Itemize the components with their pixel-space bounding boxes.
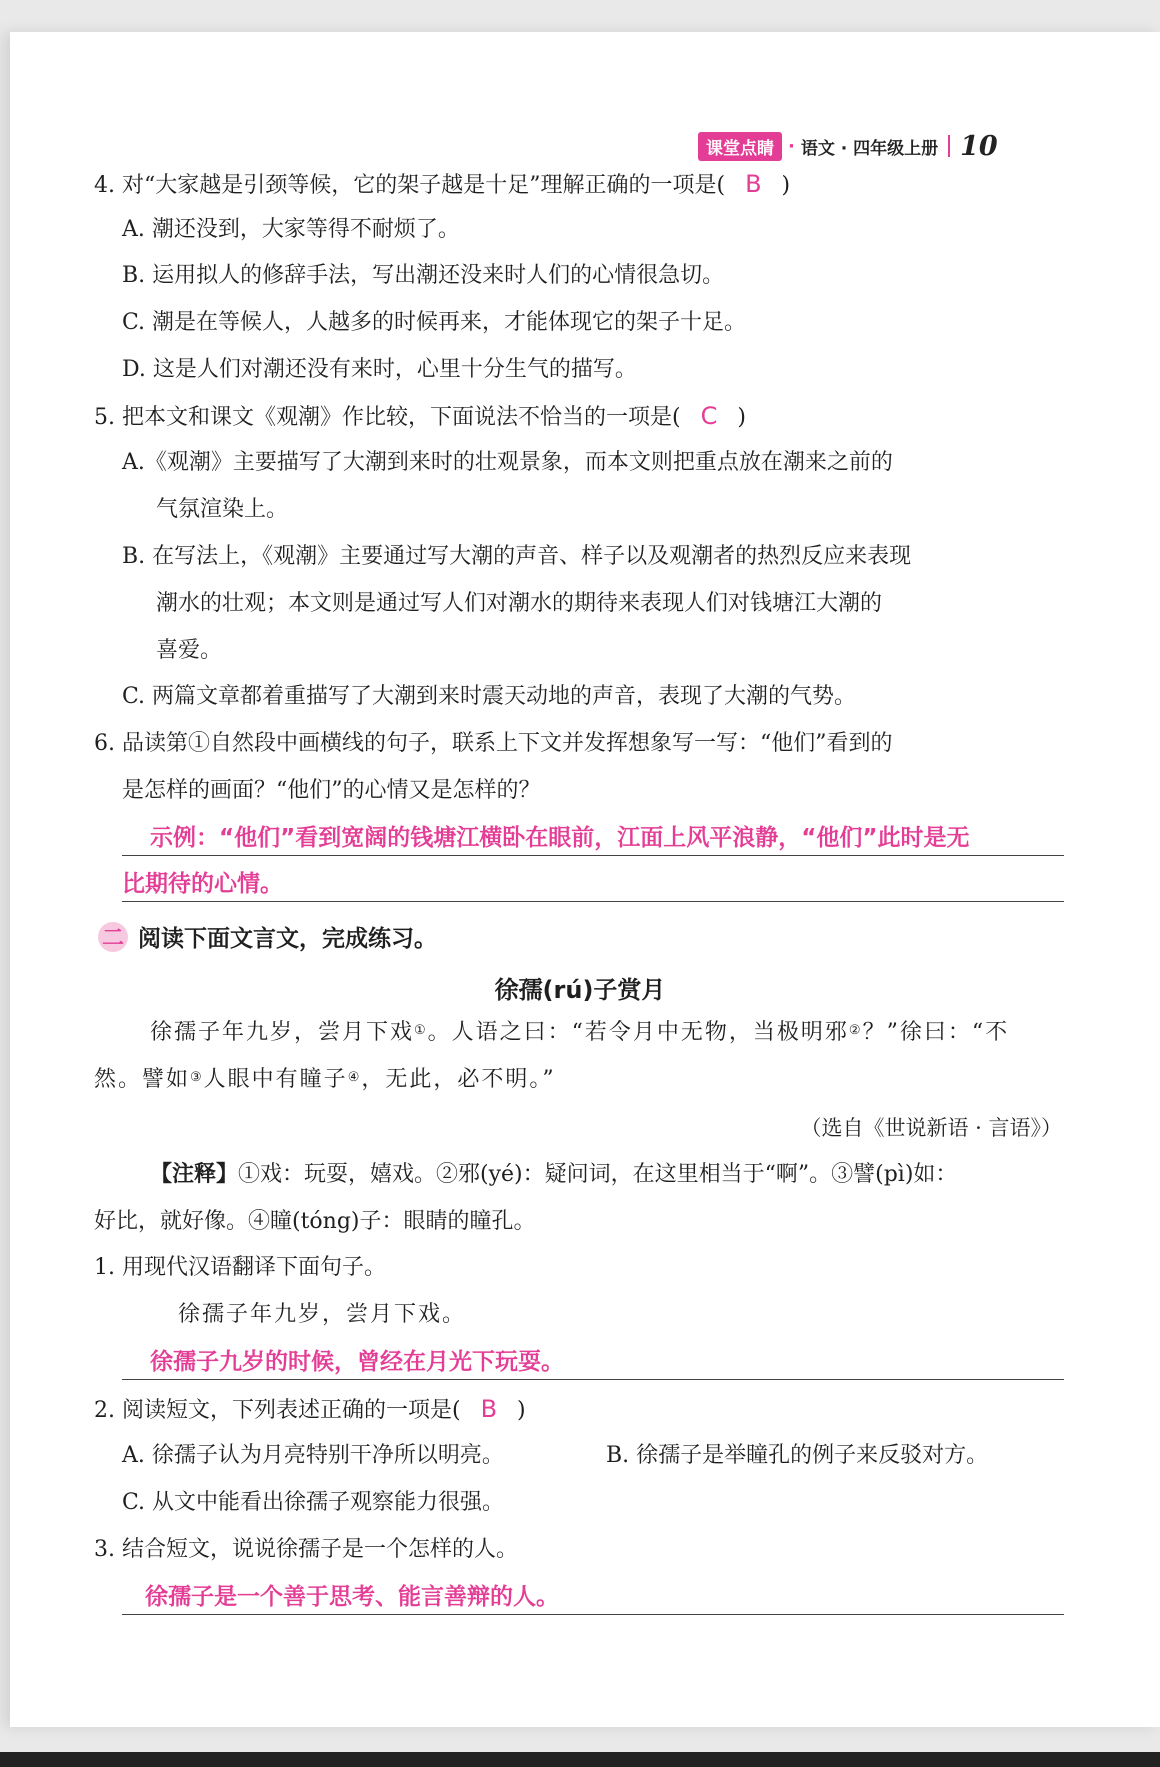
q6-answer-line1: 示例：“他们”看到宽阔的钱塘江横卧在眼前，江面上风平浪静，“他们”此时是无: [150, 825, 970, 851]
notes-line1: [150, 1159, 957, 1191]
passage-text: 徐孺子年九岁，尝月下戏: [150, 1020, 415, 1045]
footnote-marker: ④: [347, 1070, 362, 1085]
q4-option-b: B. 运用拟人的修辞手法，写出潮还没来时人们的心情很急切。: [122, 263, 725, 288]
section-2-title: 阅读下面文言文，完成练习。: [138, 926, 437, 952]
p2-stem: [94, 1393, 526, 1427]
section-2-heading: [98, 920, 437, 953]
passage-text: 。人语之曰：“若令月中无物，当极明邪: [427, 1020, 849, 1045]
passage-title: 徐孺(rú)子赏月: [494, 976, 666, 1004]
notes-line2: 好比，就好像。④瞳(tóng)子：眼睛的瞳孔。: [94, 1209, 536, 1234]
section-2-number: 二: [98, 922, 128, 952]
q4-answer: B: [745, 170, 762, 198]
p2-close: ): [517, 1398, 526, 1423]
footnote-marker: ①: [414, 1023, 428, 1038]
passage-line1: [150, 1017, 1009, 1049]
q5-option-a-line2: 气氛渲染上。: [156, 497, 289, 522]
header-subject: 语文 · 四年级上册: [800, 138, 939, 159]
notes-label: 【注释】: [150, 1162, 239, 1187]
header-badge: 课堂点睛: [698, 132, 782, 161]
p2-option-a: A. 徐孺子认为月亮特别干净所以明亮。: [122, 1443, 504, 1468]
q4-stem: [94, 168, 790, 202]
footnote-marker: ③: [190, 1070, 204, 1085]
p2-stem-text: 2. 阅读短文，下列表述正确的一项是(: [94, 1398, 461, 1423]
q4-option-a: A. 潮还没到，大家等得不耐烦了。: [122, 217, 460, 242]
q4-close: ): [781, 173, 791, 198]
q6-answer-line2: 比期待的心情。: [122, 871, 283, 897]
p3-answer-rule: [122, 1614, 1064, 1615]
p1-sentence: 徐孺子年九岁，尝月下戏。: [178, 1302, 467, 1327]
q6-answer-rule-1: [122, 855, 1064, 856]
q6-stem-line1: 6. 品读第①自然段中画横线的句子，联系上下文并发挥想象写一写：“他们”看到的: [94, 731, 893, 756]
passage-text: 人眼中有瞳子: [203, 1067, 348, 1092]
p2-option-b: B. 徐孺子是举瞳孔的例子来反驳对方。: [606, 1443, 989, 1468]
passage-source: （选自《世说新语 · 言语》）: [800, 1116, 1062, 1140]
p1-stem: 1. 用现代汉语翻译下面句子。: [94, 1255, 386, 1280]
passage-text: ？”徐曰：“不: [862, 1020, 1010, 1045]
p2-answer: B: [480, 1395, 498, 1423]
q4-stem-text: 4. 对“大家越是引颈等候，它的架子越是十足”理解正确的一项是(: [94, 173, 726, 198]
passage-line2: [94, 1064, 556, 1096]
header-dot: ·: [788, 135, 795, 157]
q5-option-b-line3: 喜爱。: [156, 638, 223, 663]
notes-text: ①戏：玩耍，嬉戏。②邪(yé)：疑问词，在这里相当于“啊”。③譬(pì)如：: [238, 1162, 958, 1187]
p2-option-c: C. 从文中能看出徐孺子观察能力很强。: [122, 1490, 505, 1515]
p3-answer: 徐孺子是一个善于思考、能言善辩的人。: [145, 1584, 559, 1610]
q4-option-c: C. 潮是在等候人，人越多的时候再来，才能体现它的架子十足。: [122, 310, 747, 335]
page-header: [698, 130, 998, 162]
header-separator: [948, 135, 950, 157]
q5-answer: C: [700, 402, 718, 430]
q5-option-c: C. 两篇文章都着重描写了大潮到来时震天动地的声音，表现了大潮的气势。: [122, 684, 857, 709]
passage-text: 然。譬如: [94, 1067, 191, 1092]
q5-option-b-line1: B. 在写法上，《观潮》主要通过写大潮的声音、样子以及观潮者的热烈反应来表现: [122, 544, 912, 569]
viewer-bottom-bar: [0, 1752, 1160, 1767]
q6-answer-rule-2: [122, 901, 1064, 902]
page-number: 10: [960, 130, 998, 162]
q5-close: ): [737, 405, 746, 430]
q5-stem-text: 5. 把本文和课文《观潮》作比较，下面说法不恰当的一项是(: [94, 405, 681, 430]
q5-option-a-line1: A.《观潮》主要描写了大潮到来时的壮观景象，而本文则把重点放在潮来之前的: [122, 450, 893, 475]
p1-answer-rule: [122, 1379, 1064, 1380]
footnote-marker: ②: [848, 1023, 863, 1038]
q6-stem-line2: 是怎样的画面？“他们”的心情又是怎样的？: [122, 778, 541, 803]
q4-option-d: D. 这是人们对潮还没有来时，心里十分生气的描写。: [122, 357, 637, 382]
p3-stem: 3. 结合短文，说说徐孺子是一个怎样的人。: [94, 1537, 518, 1562]
q5-stem: [94, 400, 746, 434]
passage-text: ，无此，必不明。”: [361, 1067, 556, 1092]
q5-option-b-line2: 潮水的壮观；本文则是通过写人们对潮水的期待来表现人们对钱塘江大潮的: [156, 591, 883, 616]
p1-answer: 徐孺子九岁的时候，曾经在月光下玩耍。: [150, 1349, 564, 1375]
